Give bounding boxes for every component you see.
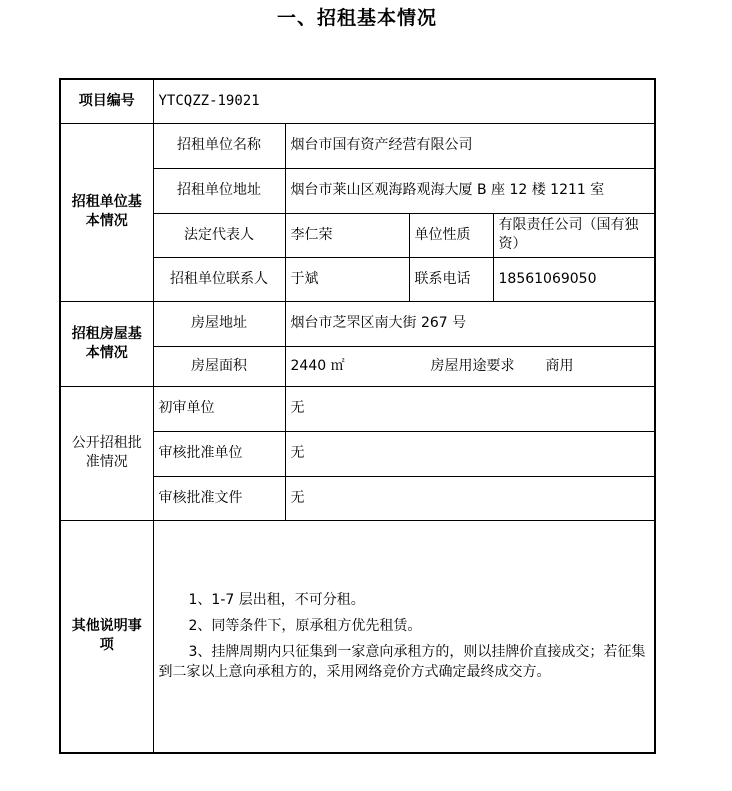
property-address-value: 烟台市芝罘区南大街 267 号 bbox=[285, 301, 655, 346]
lessor-name-value: 烟台市国有资产经营有限公司 bbox=[285, 123, 655, 168]
approval-document-value: 无 bbox=[285, 476, 655, 520]
approval-initial-row bbox=[60, 386, 655, 431]
property-area-value: 2440 ㎡ bbox=[290, 357, 345, 374]
document-title: 一、招租基本情况 bbox=[276, 7, 437, 29]
approval-document-label: 审核批准文件 bbox=[153, 476, 285, 520]
contact-person-label: 招租单位联系人 bbox=[153, 257, 285, 301]
project-row bbox=[60, 79, 655, 123]
initial-review-value: 无 bbox=[285, 386, 655, 431]
notes-section-label: 其他说明事项 bbox=[60, 520, 153, 753]
note-item-1: 1、1-7 层出租，不可分租。 bbox=[188, 592, 365, 609]
approval-section-label: 公开招租批准情况 bbox=[60, 386, 153, 520]
property-use-label: 房屋用途要求 bbox=[430, 357, 515, 374]
property-section-label: 招租房屋基本情况 bbox=[60, 301, 153, 386]
lessor-address-label: 招租单位地址 bbox=[153, 168, 285, 213]
entity-nature-label: 单位性质 bbox=[409, 213, 493, 257]
note-item-2: 2、同等条件下，原承租方优先租赁。 bbox=[188, 618, 422, 635]
lessor-address-value: 烟台市莱山区观海路观海大厦 B 座 12 楼 1211 室 bbox=[285, 168, 655, 213]
legal-rep-label: 法定代表人 bbox=[153, 213, 285, 257]
property-area-group bbox=[285, 346, 655, 386]
notes-row bbox=[60, 520, 655, 753]
property-address-label: 房屋地址 bbox=[153, 301, 285, 346]
rental-info-table bbox=[59, 78, 656, 754]
property-area-inner bbox=[286, 347, 655, 385]
phone-label: 联系电话 bbox=[409, 257, 493, 301]
project-number-value: YTCQZZ-19021 bbox=[153, 79, 655, 123]
legal-rep-value: 李仁荣 bbox=[285, 213, 409, 257]
property-address-row bbox=[60, 301, 655, 346]
entity-nature-value: 有限责任公司（国有独资） bbox=[493, 213, 655, 257]
initial-review-label: 初审单位 bbox=[153, 386, 285, 431]
approval-unit-label: 审核批准单位 bbox=[153, 431, 285, 476]
note-item-3: 3、挂牌周期内只征集到一家意向承租方的，则以挂牌价直接成交；若征集到二家以上意向承租方的，采用网络竞价方式确定最终成交方。 bbox=[158, 644, 646, 681]
property-use-value: 商用 bbox=[545, 357, 574, 374]
property-area-label: 房屋面积 bbox=[153, 346, 285, 386]
project-number-label: 项目编号 bbox=[60, 79, 153, 123]
contact-person-value: 于斌 bbox=[285, 257, 409, 301]
lessor-name-row bbox=[60, 123, 655, 168]
lessor-name-label: 招租单位名称 bbox=[153, 123, 285, 168]
phone-value: 18561069050 bbox=[493, 257, 655, 301]
notes-content bbox=[153, 520, 655, 753]
lessor-section-label: 招租单位基本情况 bbox=[60, 123, 153, 301]
approval-unit-value: 无 bbox=[285, 431, 655, 476]
